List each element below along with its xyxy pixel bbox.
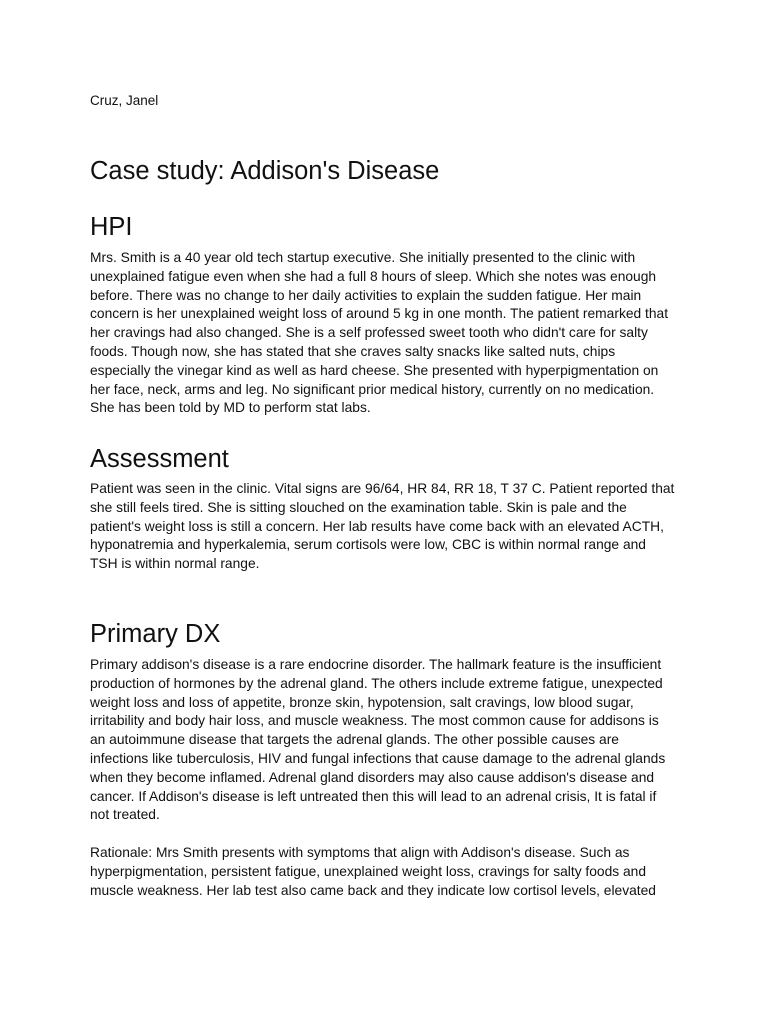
primary-dx-line: weight loss and loss of appetite, bronze skin, hypotension, salt cravings, low blood sugar,: [90, 694, 634, 710]
primary-dx-line: production of hormones by the adrenal gland. The others include extreme fatigue, unexpected: [90, 675, 663, 691]
primary-dx-heading: Primary DX: [90, 620, 221, 648]
assessment-line: patient's weight loss is still a concern. Her lab results have come back with an elevated ACTH,: [90, 518, 664, 534]
assessment-paragraph: [90, 480, 690, 574]
primary-dx-line: irritability and body hair loss, and muscle weakness. The most common cause for addisons is: [90, 713, 659, 729]
author-name: Cruz, Janel: [90, 93, 159, 108]
primary-dx-line: infections like tuberculosis, HIV and fungal infections that cause damage to the adrenal glands: [90, 750, 666, 766]
primary-dx-line: an autoimmune disease that targets the adrenal glands. The other possible causes are: [90, 732, 619, 748]
rationale-line: hyperpigmentation, persistent fatigue, unexplained weight loss, cravings for salty foods and: [90, 863, 647, 879]
assessment-line: Patient was seen in the clinic. Vital signs are 96/64, HR 84, RR 18, T 37 C. Patient reported that: [90, 481, 675, 496]
rationale-paragraph: [90, 844, 690, 900]
hpi-line: foods. Though now, she has stated that she craves salty snacks like salted nuts, chips: [90, 343, 616, 359]
hpi-paragraph: [90, 249, 690, 418]
hpi-line: She has been told by MD to perform stat labs.: [90, 400, 371, 416]
rationale-line: Rationale: Mrs Smith presents with symptoms that align with Addison's disease. Such as: [90, 845, 630, 860]
primary-dx-line: when they become inflamed. Adrenal gland disorders may also cause addison's disease and: [90, 769, 655, 785]
hpi-line: before. There was no change to her daily activities to explain the sudden fatigue. Her main: [90, 287, 642, 303]
hpi-line: especially the vinegar kind as well as hard cheese. She presented with hyperpigmentation on: [90, 362, 659, 378]
primary-dx-line: Primary addison's disease is a rare endocrine disorder. The hallmark feature is the insufficient: [90, 657, 662, 672]
hpi-line: Mrs. Smith is a 40 year old tech startup executive. She initially presented to the clinic with: [90, 250, 636, 265]
assessment-line: TSH is within normal range.: [90, 556, 260, 572]
hpi-line: unexplained fatigue even when she had a full 8 hours of sleep. Which she notes was enough: [90, 268, 657, 284]
rationale-line: muscle weakness. Her lab test also came back and they indicate low cortisol levels, elevated: [90, 882, 656, 898]
hpi-line: her face, neck, arms and leg. No significant prior medical history, currently on no medication.: [90, 381, 655, 397]
primary-dx-line: cancer. If Addison's disease is left untreated then this will lead to an adrenal crisis, It is fatal if: [90, 788, 657, 804]
primary-dx-paragraph: [90, 656, 690, 825]
hpi-line: concern is her unexplained weight loss of around 5 kg in one month. The patient remarked that: [90, 306, 669, 322]
hpi-line: her cravings had also changed. She is a self professed sweet tooth who didn't care for salty: [90, 325, 648, 341]
assessment-line: she still feels tired. She is sitting slouched on the examination table. Skin is pale and the: [90, 499, 627, 515]
hpi-heading: HPI: [90, 213, 133, 241]
assessment-heading: Assessment: [90, 445, 229, 473]
primary-dx-line: not treated.: [90, 807, 160, 823]
page-title: Case study: Addison's Disease: [90, 157, 440, 185]
assessment-line: hyponatremia and hyperkalemia, serum cortisols were low, CBC is within normal range and: [90, 537, 646, 553]
